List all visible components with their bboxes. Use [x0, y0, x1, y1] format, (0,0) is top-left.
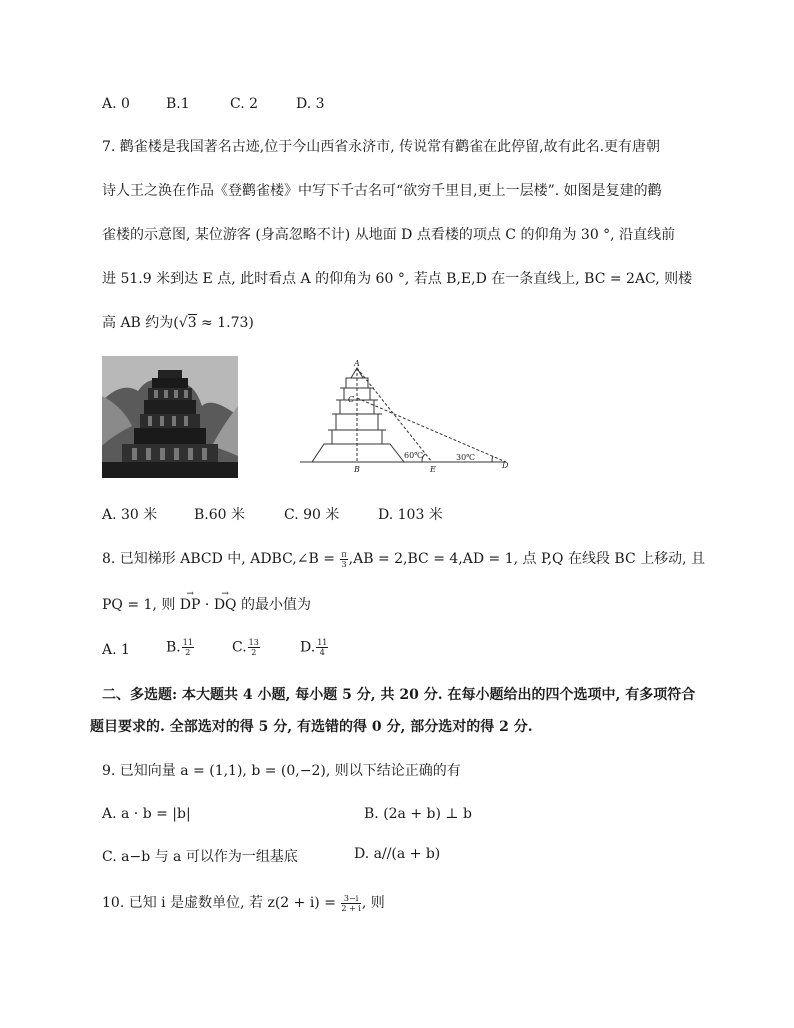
q8-option-d-den: 4: [319, 648, 325, 657]
vector-arrow: →: [186, 589, 194, 599]
q8-line-1-suffix: ,AB = 2,BC = 4,AD = 1, 点 P,Q 在线段 BC 上移动, 且: [348, 551, 706, 567]
q10-suffix: , 则: [361, 895, 385, 911]
label-d: D: [502, 461, 509, 470]
sqrt-arg: 3: [187, 315, 197, 331]
q9-stem: 9. 已知向量 a = (1,1), b = (0,−2), 则以下结论正确的有: [102, 763, 461, 779]
q6-option-c: C. 2: [230, 96, 259, 112]
label-angle-d: 30℃: [456, 453, 476, 462]
q7-line-4: 进 51.9 米到达 E 点, 此时看点 A 的仰角为 60 °, 若点 B,E,D 在一条直线上, BC = 2AC, 则楼: [102, 271, 693, 287]
q7-option-c: C. 90 米: [284, 507, 340, 523]
q6-option-a: A. 0: [102, 96, 130, 112]
q8-line-1-prefix: 8. 已知梯形 ABCD 中, ADBC,∠B =: [102, 551, 340, 567]
q7-option-b: B.60 米: [194, 507, 246, 523]
vector-dp: [179, 589, 201, 613]
q8-option-c: [232, 638, 261, 657]
q8-option-d: [300, 638, 329, 657]
q6-option-b: B.1: [166, 96, 190, 112]
q8-line-1: [102, 548, 705, 569]
label-e: E: [430, 465, 436, 474]
q7-option-d: D. 103 米: [378, 507, 443, 523]
q6-option-d: D. 3: [296, 96, 325, 112]
q10-stem: [102, 892, 385, 913]
q9-option-d: D. a//(a + b): [354, 846, 441, 862]
q8-option-b-prefix: B.: [166, 639, 181, 656]
q7-line-2: 诗人王之涣在作品《登鹳雀楼》中写下千古名可“欲穷千里目,更上一层楼”. 如图是复建的鹳: [102, 183, 662, 199]
q9-option-a: A. a · b = |b|: [102, 806, 191, 822]
q8-option-c-frac: [248, 638, 260, 657]
vector-arrow: →: [221, 589, 229, 599]
vector-dp-label: DP: [179, 597, 201, 613]
q7-line-5: [102, 312, 254, 332]
q8-line-2-suffix: 的最小值为: [236, 597, 311, 613]
q8-option-a: A. 1: [102, 642, 130, 658]
section-2-line-1: 二、多选题: 本大题共 4 小题, 每小题 5 分, 共 20 分. 在每小题给出的四个选项中, 有多项符合: [102, 687, 696, 703]
q9-option-b: B. (2a + b) ⊥ b: [364, 806, 472, 822]
q8-option-c-prefix: C.: [232, 639, 247, 656]
q8-option-b-frac: [182, 638, 194, 657]
q8-option-b: [166, 638, 195, 657]
q10-num: 3−i: [341, 894, 360, 904]
q8-option-d-num: 11: [317, 638, 328, 647]
q7-line-5-prefix: 高 AB 约为(: [102, 315, 179, 331]
tower-diagram: [300, 360, 520, 480]
q7-line-1: 7. 鹳雀楼是我国著名古迹,位于今山西省永济市, 传说常有鹳雀在此停留,故有此名.更有唐朝: [102, 139, 661, 155]
label-angle-e: 60℃: [404, 451, 424, 460]
fraction-b: [340, 550, 347, 569]
label-c: C: [348, 395, 355, 404]
q8-option-d-frac: [316, 638, 328, 657]
q10-fraction: [341, 894, 360, 913]
sqrt-sign: √: [178, 315, 188, 331]
q9-option-c: C. a−b 与 a 可以作为一组基底: [102, 849, 298, 865]
vector-dq: [213, 589, 237, 613]
q8-option-d-prefix: D.: [300, 639, 316, 656]
q7-option-a: A. 30 米: [102, 507, 158, 523]
section-2-line-2: 题目要求的. 全部选对的得 5 分, 有选错的得 0 分, 部分选对的得 2 分.: [90, 719, 533, 735]
q8-line-2: [102, 589, 311, 614]
q7-line-5-suffix: ≈ 1.73): [196, 315, 254, 331]
q8-option-c-den: 2: [251, 648, 257, 657]
label-a: A: [354, 360, 360, 368]
q10-den: 2 + i: [341, 903, 361, 913]
q8-option-b-den: 2: [185, 648, 191, 657]
q8-line-2-prefix: PQ = 1, 则: [102, 597, 180, 613]
fraction-b-den: 3: [341, 559, 347, 569]
q10-prefix: 10. 已知 i 是虚数单位, 若 z(2 + i) =: [102, 895, 341, 911]
fraction-b-num: π: [341, 549, 347, 559]
label-b: B: [354, 465, 360, 474]
tower-photo: [102, 356, 238, 478]
dot-operator: ·: [200, 597, 214, 613]
vector-dq-label: DQ: [213, 597, 237, 613]
q8-option-c-num: 13: [248, 638, 259, 647]
q7-line-3: 雀楼的示意图, 某位游客 (身高忽略不计) 从地面 D 点看楼的项点 C 的仰角为 30 °, 沿直线前: [102, 227, 676, 243]
q8-option-b-num: 11: [182, 638, 193, 647]
